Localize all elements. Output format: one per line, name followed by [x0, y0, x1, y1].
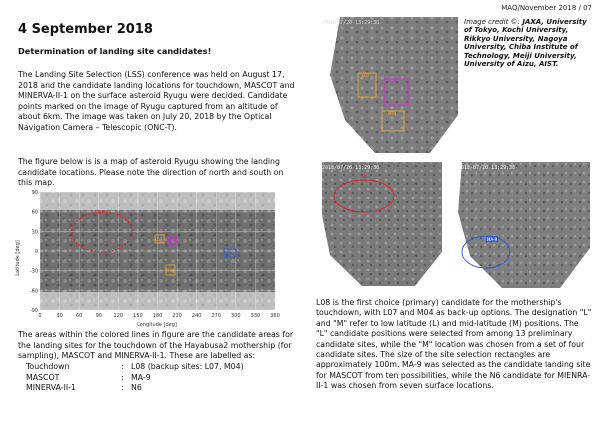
map-ylabel: Latitude [deg]: [15, 240, 21, 276]
ryugu-photo-ma9: [456, 160, 592, 292]
photo-timestamp: 2018/07/20 13:29:36: [322, 165, 380, 171]
map-l07-label: L07: [155, 237, 163, 242]
ryugu-map-svg: [14, 188, 284, 328]
map-n6-label: N6: [98, 210, 105, 216]
issue-header: MAQ/November 2018 / 07: [501, 4, 592, 12]
section-title: Determination of landing site candidates!: [18, 46, 212, 56]
label-row-touchdown: Touchdown : L08 (backup sites: L07, M04): [26, 362, 244, 371]
map-xlabel: Longitude [deg]: [137, 322, 177, 328]
label-key: MINERVA-II-1: [26, 383, 76, 393]
map-xtick-label: 270: [211, 313, 222, 319]
label-key: Touchdown: [26, 362, 70, 371]
label-row-minerva: MINERVA-II-1 : N6: [26, 383, 142, 393]
map-ytick-label: 60: [31, 209, 38, 216]
label-value: L08 (backup sites: L07, M04): [131, 362, 244, 371]
map-xtick-label: 150: [133, 313, 143, 319]
map-ytick-label: -60: [29, 288, 38, 295]
map-xtick-label: 60: [75, 313, 83, 319]
candidate-paragraph: The areas within the colored lines in figure are the candidate areas for the landing sites for the touchdown of the Hayabusa2 mothership (for sampling), MASCOT and MINERVA-II-1. These are labelled as:: [18, 330, 294, 361]
label-key: MASCOT: [26, 372, 60, 382]
page-date: 4 September 2018: [18, 22, 153, 37]
map-xtick-label: 90: [95, 313, 102, 319]
map-ytick-label: 90: [31, 190, 38, 196]
map-xtick-label: 30: [56, 313, 63, 319]
intro-paragraph: The Landing Site Selection (LSS) conference was held on August 17, 2018 and the candidate landing locations for touchdown, MASCOT and MINERVA-II-1 on the surface asteroid Ryugu were decided. Candidate points marked on the image of Ryugu captured from an altitude of about 6km. The image was taken on July 20, 2018 by the Optical Navigation Camera – Telescopic (ONC-T).: [18, 70, 295, 132]
map-xtick-label: 0: [38, 313, 42, 319]
map-ytick-label: 0: [34, 249, 38, 255]
map-xtick-label: 300: [231, 313, 241, 319]
image-credit: [464, 18, 594, 68]
map-intro-paragraph: The figure below is is a map of asteroid Ryugu showing the landing candidate locations. Please note the direction of north and south on this map.: [18, 157, 284, 188]
map-ytick-label: 30: [31, 229, 38, 236]
landing-label-table: [26, 362, 244, 394]
map-l08-label: L08: [168, 238, 176, 243]
asteroid-shape: [330, 17, 458, 153]
photo-timestamp: 2018/07/20 13:29:36: [322, 20, 380, 26]
photo-timestamp: 2018/07/20 13:29:36: [458, 165, 516, 171]
map-m04-label: M04: [166, 268, 175, 273]
credit-body: JAXA, University of Tokyo, Kochi University, Rikkyo University, Nagoya University, Chiba Institute of Technology, Meiji University, University of Aizu, AIST.: [464, 18, 587, 69]
map-ytick-label: -90: [29, 308, 38, 314]
map-ytick-label: -30: [29, 268, 38, 275]
label-value: MA-9: [131, 372, 151, 382]
map-xtick-label: 210: [172, 313, 182, 319]
label-row-mascot: MASCOT : MA-9: [26, 372, 151, 382]
map-xtick-label: 240: [191, 313, 202, 319]
top-l07-label: L07: [362, 73, 370, 78]
photo-n6-label: N6: [362, 174, 368, 179]
credit-heading: Image credit ©:: [464, 18, 520, 26]
ryugu-photo-top: [320, 15, 460, 155]
map-xtick-label: 330: [250, 313, 261, 319]
top-l08-label: L08: [390, 78, 398, 83]
map-ma9-label: MA9: [225, 251, 234, 256]
label-value: N6: [131, 383, 142, 393]
top-m04-label: M04: [388, 111, 397, 116]
photo-ma9-label: MA-9: [487, 237, 498, 242]
selection-paragraph: L08 is the first choice (primary) candidate for the mothership's touchdown, with L07 and M04 as back-up options. The designation "L" and "M" refer to low latitude (L) and mid-latitude (M) positions. The "L" candidate positions were selected from among 13 preliminary candidate sites, while the "M" location was chosen from a set of four candidate sites. The size of the site selection rectangles are approximately 100m. MA-9 was selected as the candidate landing site for MASCOT from ten possibilities, while the N6 candidate for MIENRA-II-1 was chosen from seven surface locations.: [316, 298, 592, 391]
ryugu-map-figure: [14, 188, 284, 328]
ryugu-photo-n6: [320, 160, 444, 292]
map-xtick-label: 120: [113, 313, 124, 319]
map-xtick-label: 360: [270, 313, 280, 319]
map-xtick-label: 180: [152, 313, 163, 319]
